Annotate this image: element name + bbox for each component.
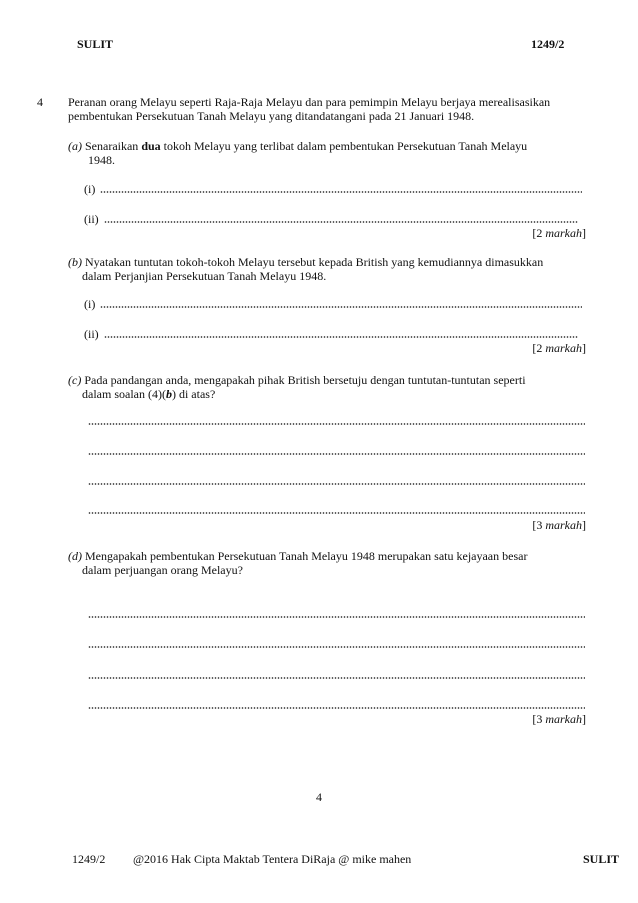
part-b-answer-line-ii[interactable] [104,334,578,340]
part-c-marks: [3 markah] [532,518,586,532]
part-d-marks: [3 markah] [532,712,586,726]
part-b-prompt-line2: dalam Perjanjian Persekutuan Tanah Melayu 1948. [82,269,327,283]
part-b-item-i-label: (i) [84,297,96,311]
footer-copyright: @2016 Hak Cipta Maktab Tentera DiRaja @ mike mahen [133,852,412,866]
header-sulit: SULIT [77,37,114,51]
part-d-label: (d) [68,549,82,563]
part-a-text-bold: dua [141,139,161,153]
part-b-marks: [2 markah] [532,341,586,355]
part-d-text-line1: Mengapakah pembentukan Persekutuan Tanah Melayu 1948 merupakan satu kejayaan besar [85,549,528,563]
footer-paper-code: 1249/2 [72,852,106,866]
part-a-item-ii-label: (ii) [84,212,99,226]
part-a-marks: [2 markah] [532,226,586,240]
part-c-prompt-line2: dalam soalan (4)(b) di atas? [82,387,216,401]
part-a-text-before: Senaraikan [85,139,139,153]
part-c-text-line1: Pada pandangan anda, mengapakah pihak British bersetuju dengan tuntutan-tuntutan seperti [84,373,526,387]
part-a-prompt [68,139,527,154]
part-a-item-i-label: (i) [84,182,96,196]
part-c-answer-line[interactable] [88,421,585,427]
part-d-answer-line[interactable] [88,614,585,620]
part-b-label: (b) [68,255,82,269]
header-paper-code: 1249/2 [531,37,565,51]
part-b-item-ii-label: (ii) [84,327,99,341]
part-a-answer-line-ii[interactable] [104,219,578,225]
part-c-answer-line[interactable] [88,481,585,487]
part-d-answer-line[interactable] [88,705,585,711]
footer-sulit: SULIT [583,852,620,866]
part-b-text-line1: Nyatakan tuntutan tokoh-tokoh Melayu tersebut kepada British yang kemudiannya dimasukkan [85,255,544,269]
part-d-prompt [68,549,527,564]
question-stem-line2: pembentukan Persekutuan Tanah Melayu yang ditandatangani pada 21 Januari 1948. [68,109,475,123]
part-c-label: (c) [68,373,82,387]
part-d-answer-line[interactable] [88,675,585,681]
part-c-answer-line[interactable] [88,510,585,516]
part-b-prompt [68,255,543,270]
question-stem-line1: Peranan orang Melayu seperti Raja-Raja Melayu dan para pemimpin Melayu berjaya merealisasikan [68,95,551,109]
part-d-prompt-line2: dalam perjuangan orang Melayu? [82,563,243,577]
part-c-prompt [68,373,526,388]
part-a-prompt-line2: 1948. [88,153,115,167]
page-number: 4 [316,790,322,804]
part-c-answer-line[interactable] [88,451,585,457]
part-b-answer-line-i[interactable] [100,304,582,310]
part-a-text-after: tokoh Melayu yang terlibat dalam pembentukan Persekutuan Tanah Melayu [163,139,528,153]
part-d-answer-line[interactable] [88,644,585,650]
question-number: 4 [37,95,43,109]
part-a-label: (a) [68,139,82,153]
part-a-answer-line-i[interactable] [100,189,582,195]
